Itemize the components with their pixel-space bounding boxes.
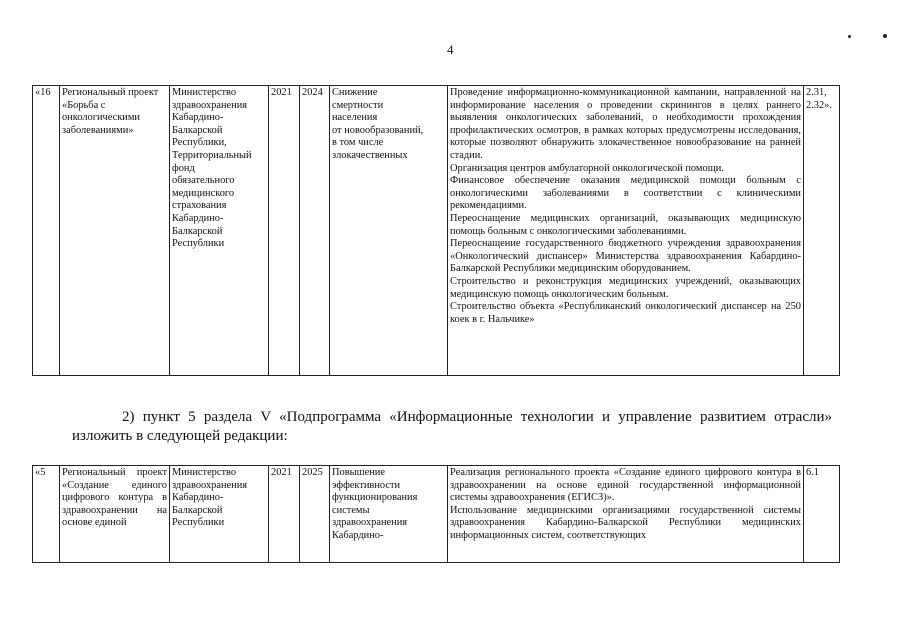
cell-line: Кабардино- [172, 492, 224, 504]
cell-line: Министерство [172, 87, 237, 98]
cell-line: от новообразований, [332, 124, 424, 136]
cell-line: Балкарской [172, 225, 223, 237]
measure-item: Строительство и реконструкция медицинских учреждений, оказывающих медицинскую помощь онкологическим больным. [450, 275, 801, 300]
cell-line: здравоохранения [172, 99, 248, 111]
measures-cell [448, 86, 804, 376]
indicators-cell [804, 86, 840, 376]
scan-speck [883, 34, 887, 38]
cell-line: Республики, [172, 137, 227, 149]
measure-item: Строительство объекта «Республиканский онкологический диспансер на 250 коек в г. Нальчике» [450, 301, 801, 325]
cell-line: Снижение [332, 87, 378, 98]
table-row [33, 466, 840, 563]
cell-line: обязательного [172, 175, 235, 187]
measures-table-1 [32, 85, 840, 376]
table-row [33, 86, 840, 376]
cell-line: медицинского [172, 187, 235, 199]
year-end: 2025 [300, 466, 330, 563]
cell-line: Повышение [332, 467, 385, 478]
cell-line: Балкарской [172, 124, 223, 136]
paragraph-line-2: изложить в следующей редакции: [72, 428, 288, 444]
scan-speck [848, 35, 851, 38]
cell-line: смертности [332, 99, 384, 111]
measure-item: Организация центров амбулаторной онкологической помощи. [450, 162, 724, 174]
cell-line: 2.32». [806, 99, 832, 111]
cell-line: здравоохранения [172, 479, 248, 491]
cell-line: Балкарской [172, 504, 223, 516]
result-cell [330, 86, 448, 376]
row-number: «5 [33, 466, 60, 563]
amendment-paragraph [72, 408, 832, 446]
cell-line: 6.1 [806, 467, 819, 478]
measures-table-2 [32, 465, 840, 563]
executor-cell [170, 466, 269, 563]
row-number: «16 [33, 86, 60, 376]
measure-item: Проведение информационно-коммуникационной кампании, направленной на информирование населения о проведении скринингов в целях раннего выявления онкологических заболеваний, о необходимости прохождения профилактических осмотров, в рамках которых предусмотрены исследования, которые позволяют обнаружить злокачественное новообразование на ранней стадии. [450, 87, 801, 161]
project-name: Региональный проект «Борьба с онкологическими заболеваниями» [60, 86, 170, 376]
cell-line: Кабардино- [172, 212, 224, 224]
cell-line: 2.31, [806, 87, 827, 98]
cell-line: Республики [172, 517, 225, 529]
measure-item: Использование медицинскими организациями государственной системы здравоохранения Кабардино-Балкарской Республики медицинских информационных систем, соответствующих [450, 504, 801, 541]
cell-line: эффективности [332, 479, 401, 491]
cell-line: функционирования [332, 492, 418, 504]
measure-item: Переоснащение государственного бюджетного учреждения здравоохранения «Онкологический диспансер» Министерства здравоохранения Кабардино-Балкарской Республики медицинским оборудованием. [450, 238, 801, 275]
result-cell [330, 466, 448, 563]
paragraph-line-1: 2) пункт 5 раздела V «Подпрограмма «Информационные технологии и управление развитием отрасли» [122, 409, 832, 425]
cell-line: страхования [172, 200, 227, 212]
cell-line: Кабардино- [172, 112, 224, 124]
measure-item: Переоснащение медицинских организаций, оказывающих медицинскую помощь больным с онкологическими заболеваниями. [450, 212, 801, 237]
cell-line: Министерство [172, 467, 237, 478]
year-end: 2024 [300, 86, 330, 376]
cell-line: системы [332, 504, 370, 516]
year-start: 2021 [269, 466, 300, 563]
page-number: 4 [447, 42, 454, 57]
indicators-cell [804, 466, 840, 563]
cell-line: в том числе [332, 137, 384, 149]
cell-line: населения [332, 112, 378, 124]
year-start: 2021 [269, 86, 300, 376]
cell-line: злокачественных [332, 149, 408, 161]
cell-line: Территориальный [172, 149, 252, 161]
cell-line: здравоохранения [332, 517, 408, 529]
project-name: Региональный проект «Создание единого цифрового контура в здравоохранении на основе единой [60, 466, 170, 563]
measure-item: Реализация регионального проекта «Создание единого цифрового контура в здравоохранении на основе единой государственной информационной системы здравоохранения (ЕГИСЗ)». [450, 467, 801, 504]
cell-line: Республики [172, 238, 225, 250]
executor-cell [170, 86, 269, 376]
cell-line: Кабардино- [332, 529, 384, 541]
measure-item: Финансовое обеспечение оказания медицинской помощи больным с онкологическими заболеваниями в соответствии с клиническими рекомендациями. [450, 175, 801, 212]
cell-line: фонд [172, 162, 195, 174]
measures-cell [448, 466, 804, 563]
